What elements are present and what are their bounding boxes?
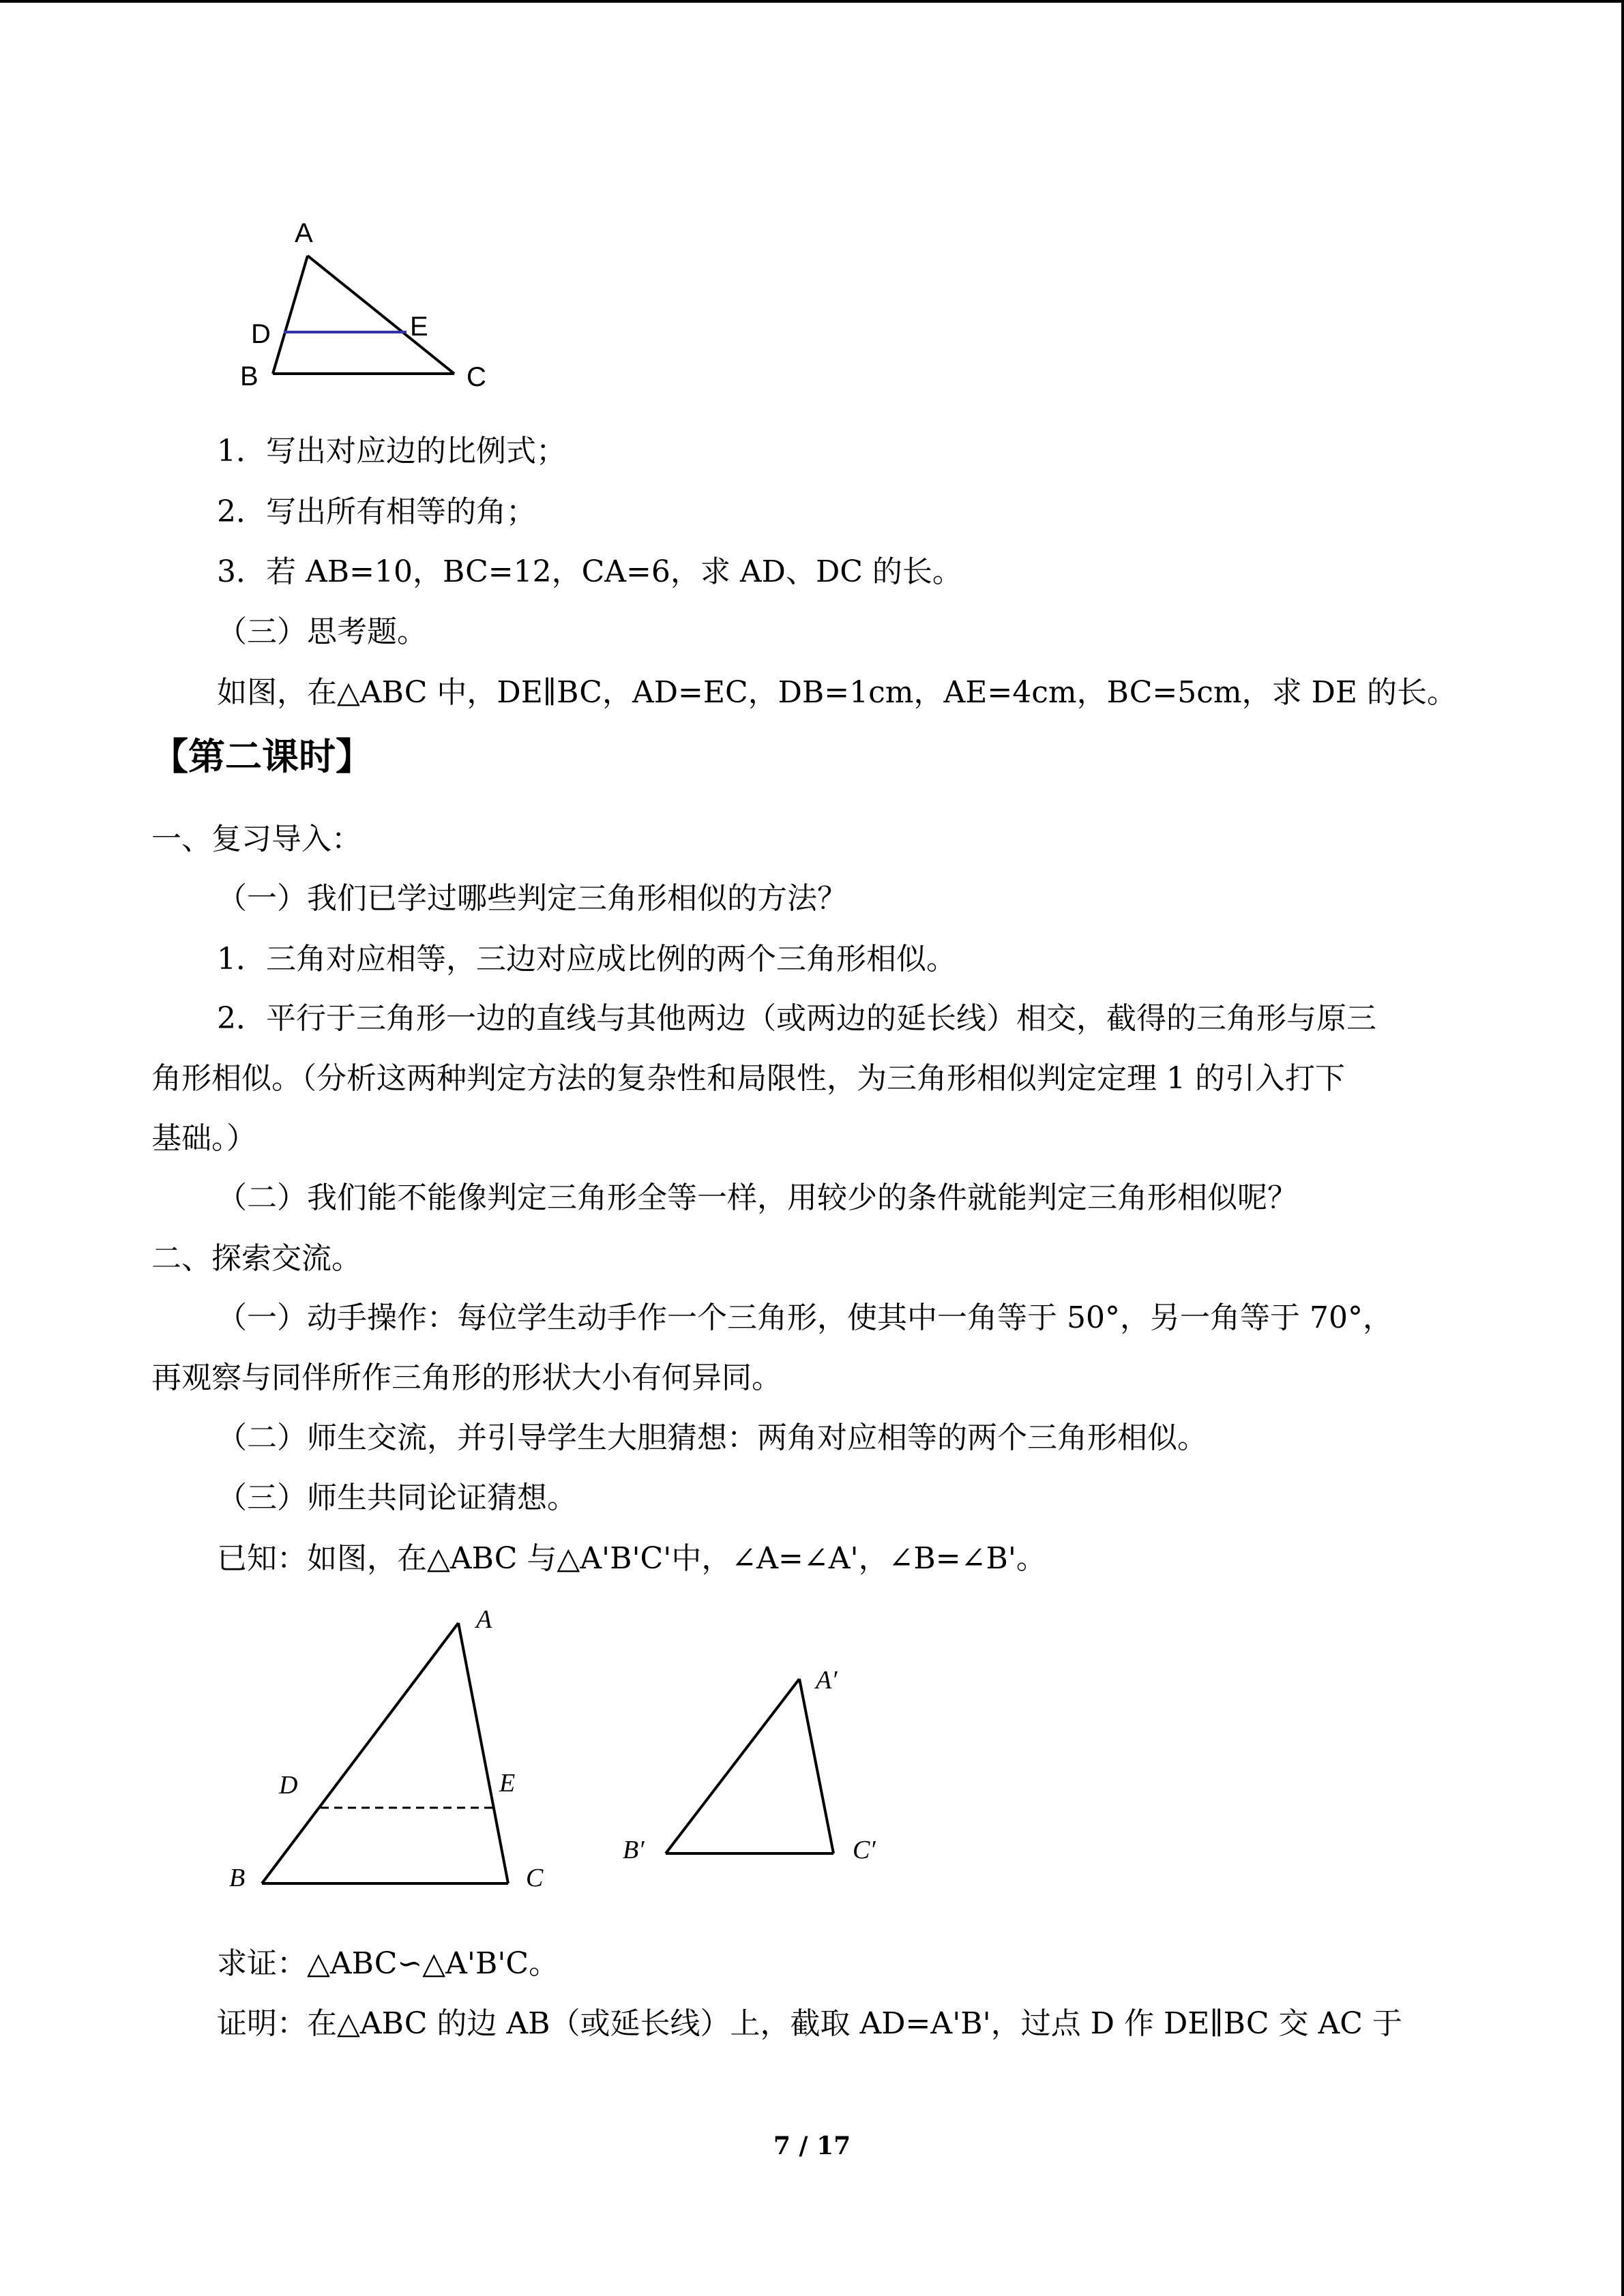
section2-title: 二、探索交流。 [151, 1241, 361, 1276]
figure1-label-a: A [295, 218, 313, 248]
figure1-label-c: C [467, 362, 486, 392]
figure1-side-ac [308, 256, 454, 374]
figure2-left-side-ac [458, 1623, 508, 1883]
review-item-2-line-3: 基础。） [151, 1121, 256, 1156]
figure2-left-label-b: B [229, 1864, 246, 1892]
figure2-left-label-c: C [526, 1864, 544, 1892]
figure2-left-label-e: E [499, 1769, 516, 1798]
figure1-label-d: D [251, 319, 271, 349]
proof-start: 证明：在△ABC 的边 AB（或延长线）上，截取 AD=A'B'，过点 D 作 DE∥BC 交 AC 于 [217, 2006, 1402, 2041]
figure2-right-label-c: C′ [853, 1836, 876, 1864]
explore-1-line-1: （一）动手操作：每位学生动手作一个三角形，使其中一角等于 50°，另一角等于 70°， [217, 1300, 1393, 1335]
review-question-1: （一）我们已学过哪些判定三角形相似的方法？ [217, 881, 847, 916]
question-3: 3．若 AB=10，BC=12，CA=6，求 AD、DC 的长。 [217, 554, 962, 589]
figure2-right-label-a: A′ [816, 1666, 838, 1695]
review-question-2: （二）我们能不能像判定三角形全等一样，用较少的条件就能判定三角形相似呢？ [217, 1180, 1297, 1215]
page-number: 7 / 17 [773, 2132, 851, 2160]
figure2-right-side-ac [799, 1679, 833, 1853]
figure1-side-ab [273, 256, 308, 374]
review-item-1: 1．三角对应相等，三边对应成比例的两个三角形相似。 [217, 942, 956, 976]
figure1-label-b: B [240, 361, 259, 391]
think-heading: （三）思考题。 [217, 614, 427, 649]
question-2: 2．写出所有相等的角； [217, 494, 536, 529]
prove-statement: 求证：△ABC∽△A'B'C。 [217, 1946, 559, 1981]
review-item-2-line-2: 角形相似。（分析这两种判定方法的复杂性和局限性，为三角形相似判定定理 1 的引入打下 [151, 1061, 1345, 1096]
figure2-left-side-ab [262, 1623, 458, 1883]
figure2-right-label-b: B′ [623, 1836, 645, 1864]
explore-2: （二）师生交流，并引导学生大胆猜想：两角对应相等的两个三角形相似。 [217, 1420, 1207, 1455]
question-1: 1．写出对应边的比例式； [217, 434, 566, 468]
figure2-left-label-d: D [279, 1771, 298, 1800]
explore-1-line-2: 再观察与同伴所作三角形的形状大小有何异同。 [151, 1360, 782, 1395]
think-problem: 如图，在△ABC 中，DE∥BC，AD=EC，DB=1cm，AE=4cm，BC=5cm，求 DE 的长。 [217, 675, 1458, 710]
section1-title: 一、复习导入： [151, 822, 361, 856]
given-statement: 已知：如图，在△ABC 与△A'B'C'中，∠A=∠A'，∠B=∠B'。 [217, 1541, 1046, 1576]
lesson2-heading: 【第二课时】 [151, 734, 372, 778]
explore-3: （三）师生共同论证猜想。 [217, 1480, 577, 1515]
figure1-label-e: E [410, 312, 428, 342]
figure2-right-side-ab [666, 1679, 799, 1853]
review-item-2-line-1: 2．平行于三角形一边的直线与其他两边（或两边的延长线）相交，截得的三角形与原三 [217, 1001, 1376, 1036]
figure2-left-label-a: A [476, 1605, 492, 1634]
